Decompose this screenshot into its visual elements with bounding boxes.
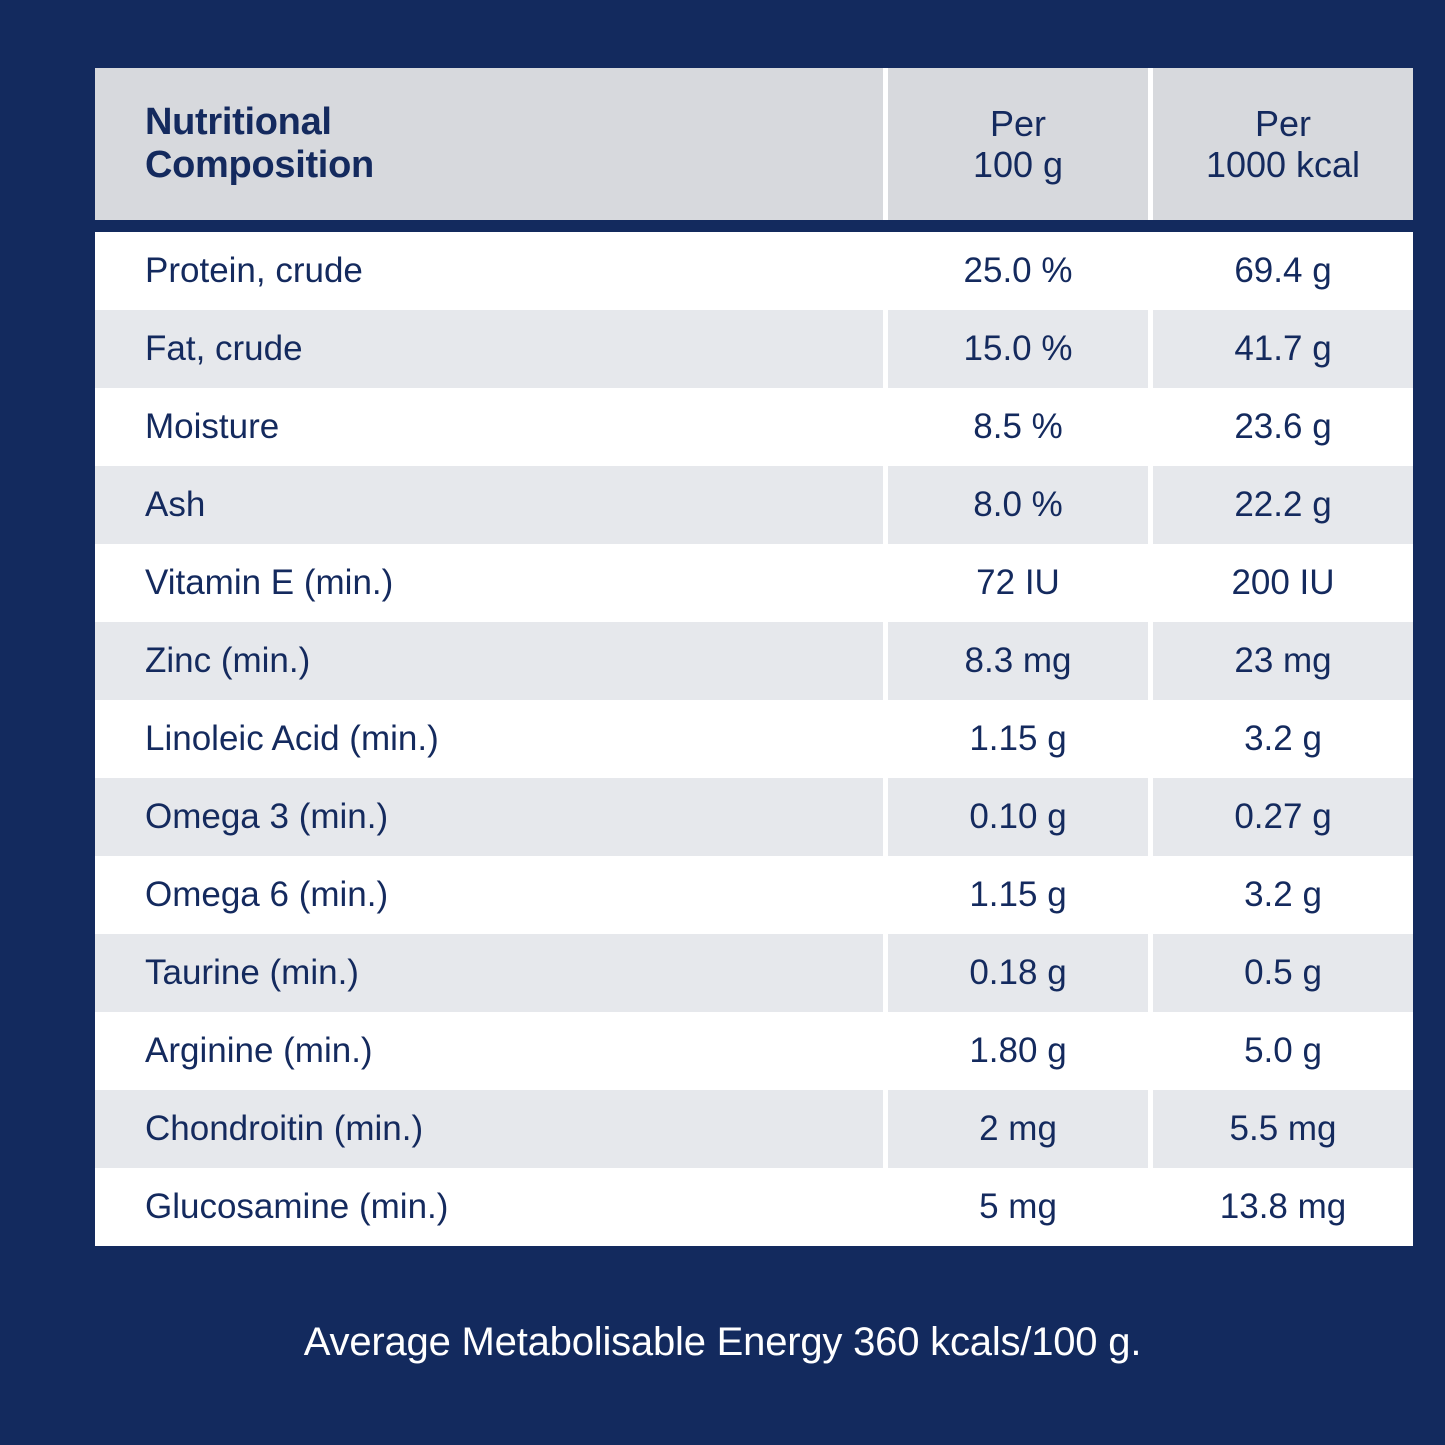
nutrient-value-per-1000kcal: 23.6 g	[1151, 388, 1414, 466]
nutrient-value-per-1000kcal: 5.5 mg	[1151, 1090, 1414, 1168]
table-row	[95, 544, 1413, 622]
table-row	[95, 466, 1413, 544]
nutrient-label: Omega 3 (min.)	[95, 778, 886, 856]
nutrient-label: Chondroitin (min.)	[95, 1090, 886, 1168]
header-per-1000kcal-line1: Per	[1254, 102, 1312, 144]
nutrient-value-per-1000kcal: 69.4 g	[1151, 232, 1414, 310]
header-per-100g	[886, 68, 1151, 220]
nutrient-value-per-100g: 1.80 g	[886, 1012, 1151, 1090]
nutrient-value-per-1000kcal: 13.8 mg	[1151, 1168, 1414, 1246]
nutrient-label: Moisture	[95, 388, 886, 466]
nutrition-table-wrapper	[95, 68, 1361, 1246]
nutrient-value-per-1000kcal: 0.27 g	[1151, 778, 1414, 856]
nutrient-value-per-1000kcal: 23 mg	[1151, 622, 1414, 700]
nutrient-label: Ash	[95, 466, 886, 544]
nutrient-value-per-1000kcal: 200 IU	[1151, 544, 1414, 622]
nutrient-value-per-100g: 1.15 g	[886, 856, 1151, 934]
nutrient-value-per-100g: 1.15 g	[886, 700, 1151, 778]
nutrient-label: Vitamin E (min.)	[95, 544, 886, 622]
nutrient-value-per-1000kcal: 5.0 g	[1151, 1012, 1414, 1090]
nutrient-value-per-100g: 8.5 %	[886, 388, 1151, 466]
table-row	[95, 1012, 1413, 1090]
nutrient-value-per-100g: 0.10 g	[886, 778, 1151, 856]
nutrient-label: Arginine (min.)	[95, 1012, 886, 1090]
table-row	[95, 700, 1413, 778]
nutrient-value-per-100g: 8.3 mg	[886, 622, 1151, 700]
header-per-100g-line1: Per	[989, 102, 1047, 144]
nutrient-label: Zinc (min.)	[95, 622, 886, 700]
nutrient-value-per-1000kcal: 0.5 g	[1151, 934, 1414, 1012]
table-row	[95, 856, 1413, 934]
nutrient-value-per-1000kcal: 41.7 g	[1151, 310, 1414, 388]
nutrient-label: Glucosamine (min.)	[95, 1168, 886, 1246]
table-row	[95, 388, 1413, 466]
header-title-line1: Nutritional	[145, 101, 332, 144]
nutrient-value-per-1000kcal: 3.2 g	[1151, 856, 1414, 934]
nutritional-composition-table	[95, 68, 1413, 1246]
nutrient-value-per-100g: 2 mg	[886, 1090, 1151, 1168]
nutrient-label: Linoleic Acid (min.)	[95, 700, 886, 778]
table-row	[95, 232, 1413, 310]
header-per-1000kcal-line2: 1000 kcal	[1205, 144, 1361, 185]
nutrient-label: Omega 6 (min.)	[95, 856, 886, 934]
table-row	[95, 1168, 1413, 1246]
header-per-100g-line2: 100 g	[972, 144, 1064, 185]
nutrient-value-per-100g: 15.0 %	[886, 310, 1151, 388]
nutrient-label: Fat, crude	[95, 310, 886, 388]
nutrient-label: Protein, crude	[95, 232, 886, 310]
energy-footnote: Average Metabolisable Energy 360 kcals/100 g.	[303, 1320, 1142, 1364]
nutrient-value-per-100g: 25.0 %	[886, 232, 1151, 310]
nutrient-value-per-1000kcal: 22.2 g	[1151, 466, 1414, 544]
table-row	[95, 310, 1413, 388]
header-body-spacer	[95, 220, 1413, 232]
table-body	[95, 220, 1413, 1246]
nutrient-value-per-100g: 72 IU	[886, 544, 1151, 622]
header-nutritional-composition	[95, 68, 886, 220]
table-row	[95, 622, 1413, 700]
header-per-1000kcal	[1151, 68, 1414, 220]
nutrient-label: Taurine (min.)	[95, 934, 886, 1012]
table-row	[95, 778, 1413, 856]
nutrient-value-per-1000kcal: 3.2 g	[1151, 700, 1414, 778]
nutrient-value-per-100g: 8.0 %	[886, 466, 1151, 544]
header-title-line2: Composition	[145, 144, 374, 186]
nutrient-value-per-100g: 0.18 g	[886, 934, 1151, 1012]
table-header	[95, 68, 1413, 220]
table-row	[95, 1090, 1413, 1168]
table-header-row	[95, 68, 1413, 220]
nutrient-value-per-100g: 5 mg	[886, 1168, 1151, 1246]
table-row	[95, 934, 1413, 1012]
